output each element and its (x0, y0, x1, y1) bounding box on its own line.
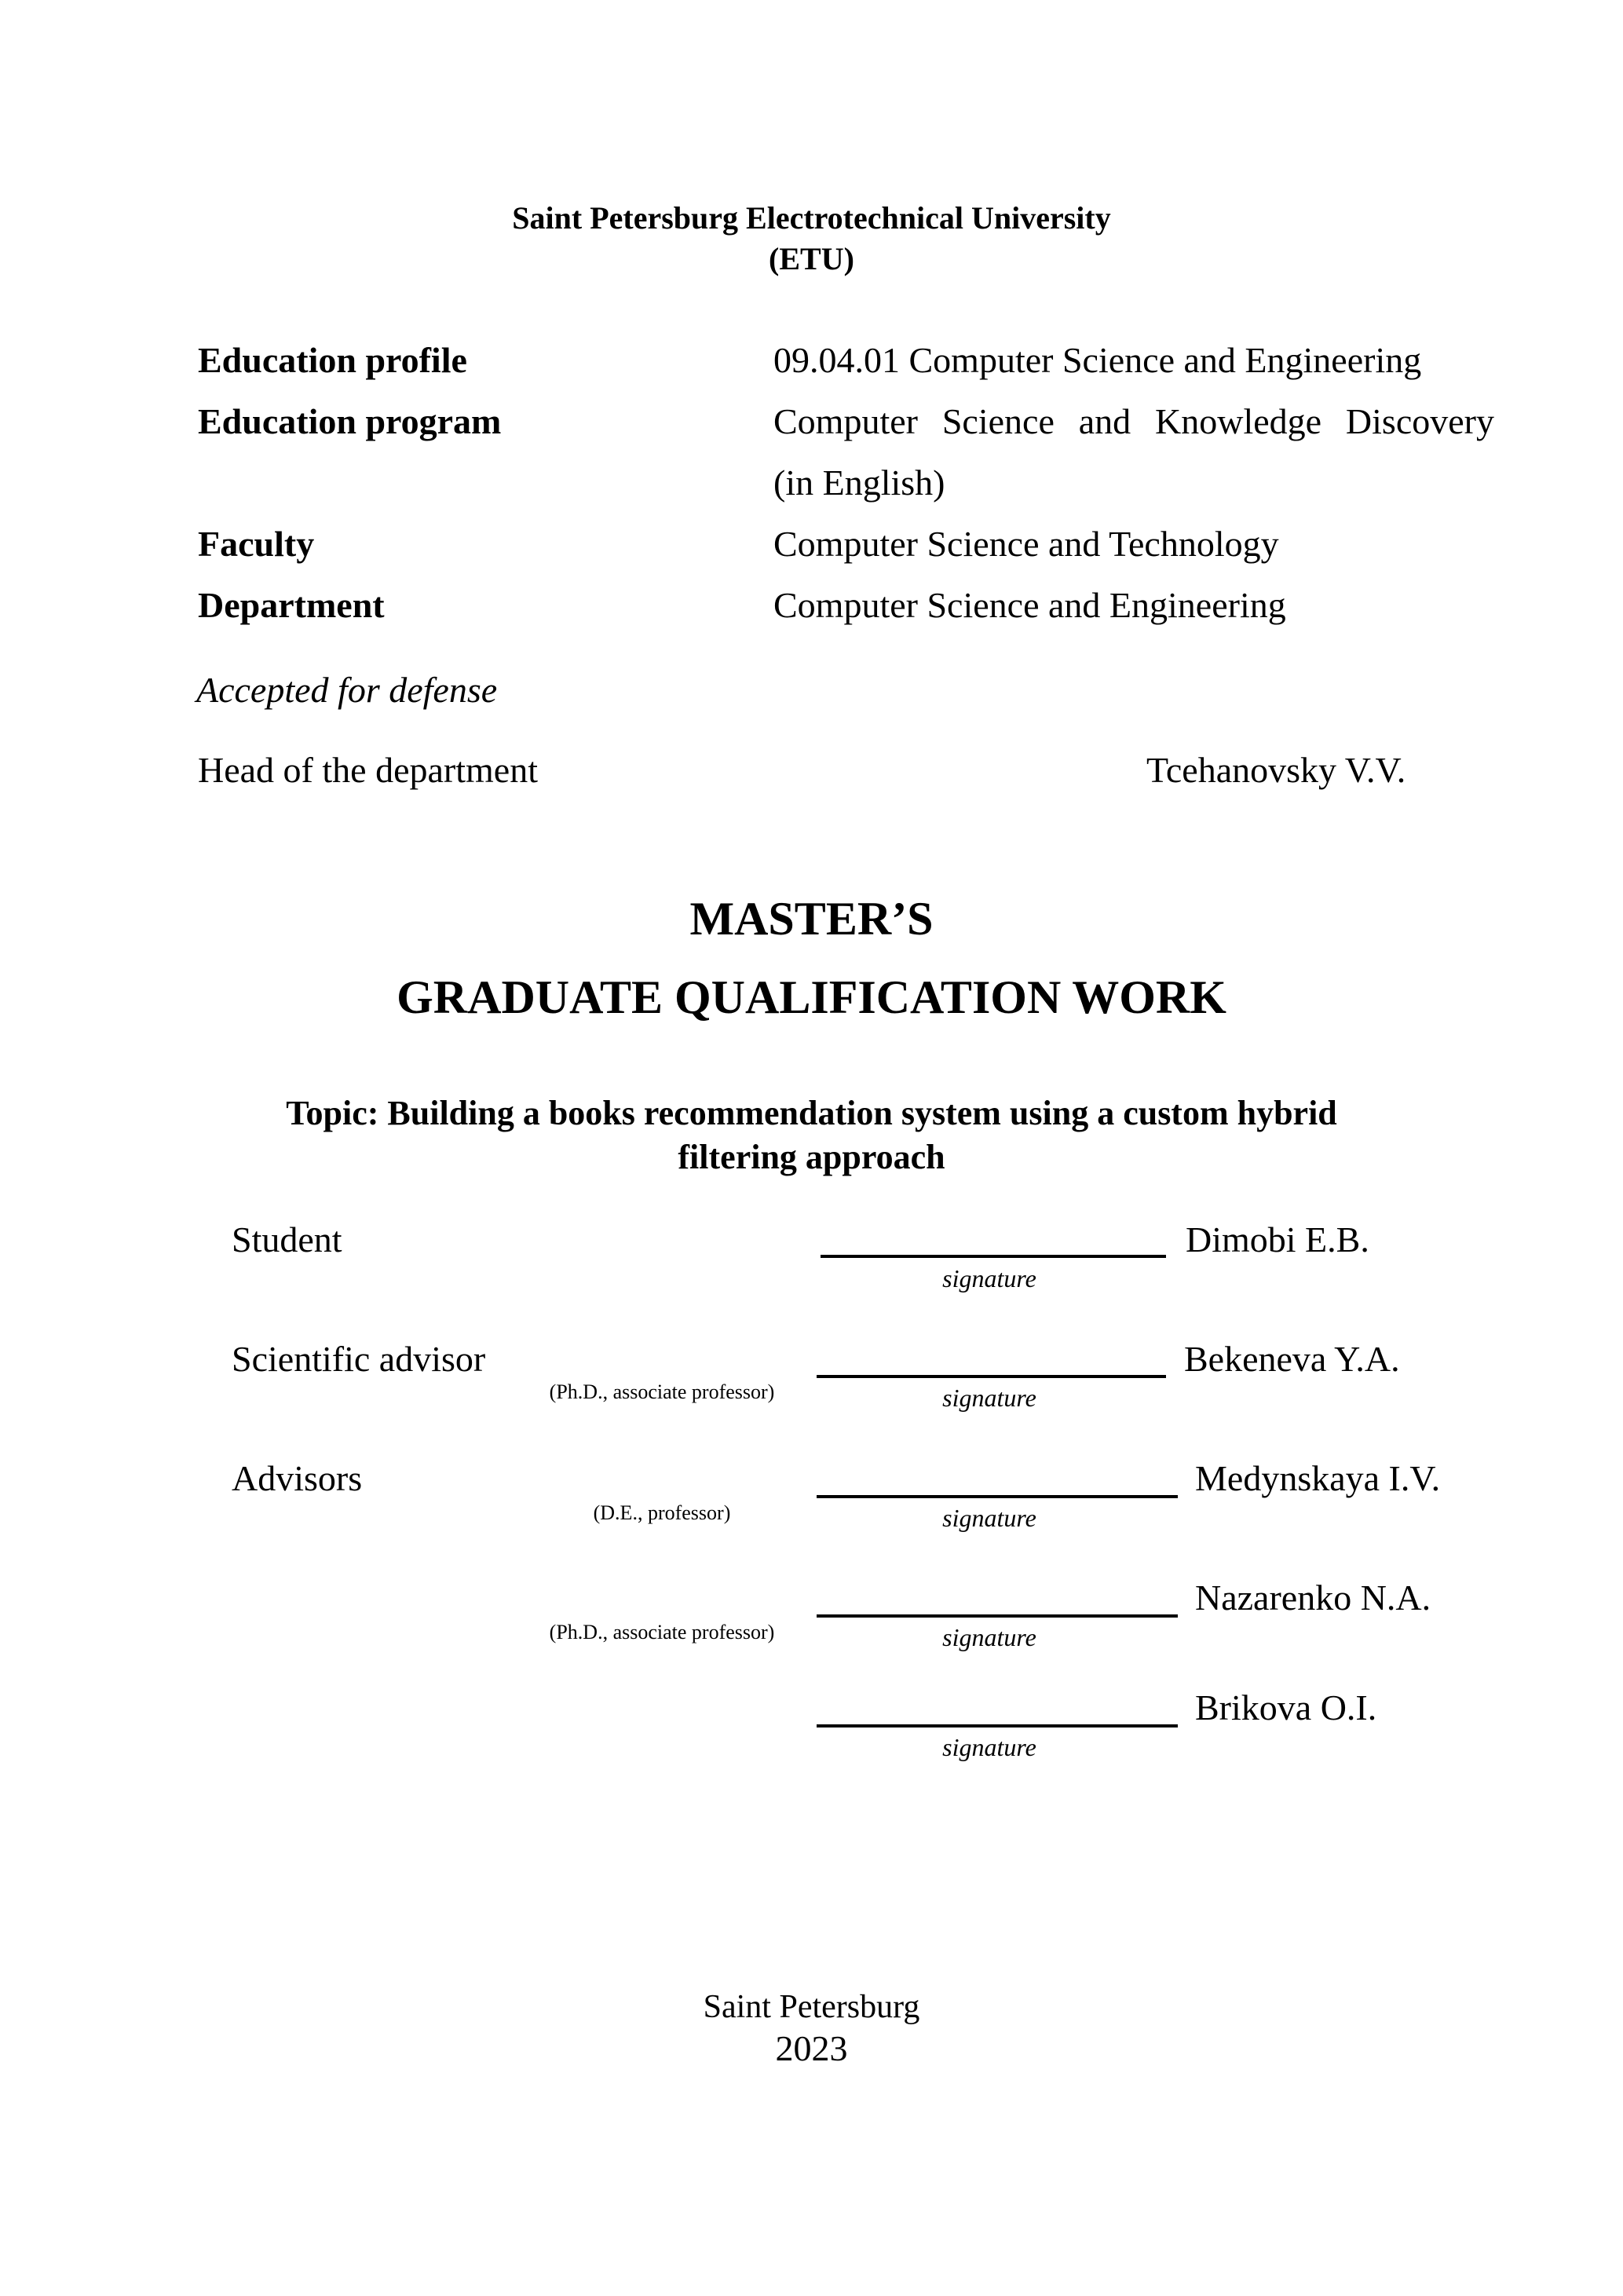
signature-caption: signature (942, 1504, 1036, 1532)
label-education-profile: Education profile (198, 340, 467, 380)
topic-line-2: filtering approach (678, 1138, 945, 1176)
value-education-program: Computer Science and Knowledge Discovery (773, 401, 1494, 441)
signature-line-advisor-3[interactable] (817, 1724, 1178, 1727)
signature-line-student[interactable] (821, 1255, 1166, 1258)
head-of-department-name: Tcehanovsky V.V. (1146, 750, 1406, 790)
title-line-1: MASTER’S (689, 893, 934, 945)
signature-caption: signature (942, 1264, 1036, 1292)
value-education-program-cont: (in English) (773, 462, 945, 503)
signature-line-advisor-1[interactable] (817, 1495, 1178, 1498)
signature-caption: signature (942, 1623, 1036, 1651)
university-name: Saint Petersburg Electrotechnical University (512, 200, 1111, 236)
degree-advisor-2: (Ph.D., associate professor) (549, 1621, 775, 1643)
signature-caption: signature (942, 1384, 1036, 1412)
footer-city: Saint Petersburg (703, 1989, 920, 2025)
signature-caption: signature (942, 1733, 1036, 1761)
title-line-2: GRADUATE QUALIFICATION WORK (397, 971, 1226, 1023)
value-education-profile: 09.04.01 Computer Science and Engineering (773, 340, 1422, 380)
name-advisor-3: Brikova O.I. (1195, 1687, 1377, 1727)
degree-advisor-1: (D.E., professor) (593, 1501, 731, 1524)
role-scientific-advisor: Scientific advisor (232, 1339, 486, 1379)
label-education-program: Education program (198, 401, 502, 441)
value-faculty: Computer Science and Technology (773, 524, 1279, 564)
university-abbr: (ETU) (769, 241, 854, 276)
value-department: Computer Science and Engineering (773, 585, 1286, 625)
label-department: Department (198, 585, 385, 625)
footer-year: 2023 (775, 2028, 848, 2068)
signature-line-scientific-advisor[interactable] (817, 1375, 1166, 1378)
label-faculty: Faculty (198, 524, 315, 564)
role-advisors: Advisors (232, 1458, 363, 1498)
role-student: Student (232, 1219, 342, 1260)
accepted-for-defense: Accepted for defense (196, 670, 498, 710)
degree-scientific-advisor: (Ph.D., associate professor) (549, 1380, 775, 1403)
name-advisor-2: Nazarenko N.A. (1195, 1578, 1431, 1618)
name-advisor-1: Medynskaya I.V. (1195, 1458, 1441, 1498)
topic-line-1: Topic: Building a books recommendation system using a custom hybrid (286, 1094, 1337, 1132)
head-of-department-label: Head of the department (198, 750, 538, 790)
name-student: Dimobi E.B. (1186, 1219, 1369, 1260)
name-scientific-advisor: Bekeneva Y.A. (1184, 1339, 1400, 1379)
signature-line-advisor-2[interactable] (817, 1614, 1178, 1618)
